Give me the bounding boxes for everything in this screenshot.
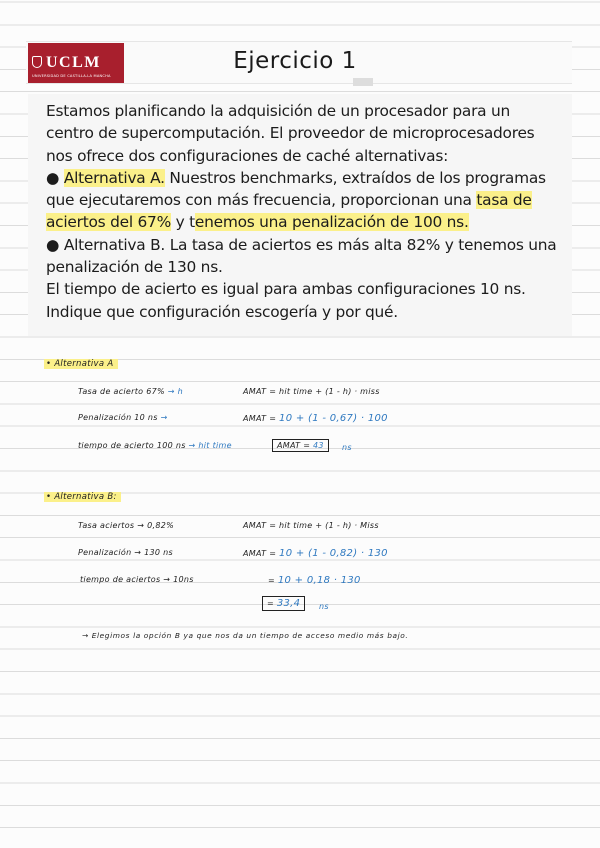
alt-a-amat-sub: AMAT = 10 + (1 - 0,67) · 100 [243,413,388,424]
highlight: enemos una penalización de 100 ns. [194,213,469,232]
alt-a-hit-rate: Tasa de acierto 67% → h [78,387,183,396]
logo-subtitle: UNIVERSIDAD DE CASTILLA-LA MANCHA [32,74,111,78]
statement-line: nos ofrece dos configuraciones de caché alternativas: [46,146,449,165]
alt-b-penalty: Penalización → 130 ns [78,548,173,557]
alt-a-result-box: AMAT = 43 [272,439,329,452]
statement-line: El tiempo de acierto es igual para ambas configuraciones 10 ns. [46,280,526,299]
statement-line: penalización de 130 ns. [46,258,223,277]
highlight: aciertos del 67% [46,213,171,232]
statement-text [46,100,566,323]
alt-a-penalty: Penalización 10 ns → [78,413,168,422]
alt-b-amat-formula: AMAT = hit time + (1 - h) · Miss [243,521,379,530]
conclusion: → Elegimos la opción B ya que nos da un tiempo de acceso medio más bajo. [82,631,409,640]
alt-b-heading: • Alternativa B: [44,492,121,502]
crest-icon [32,56,42,68]
statement-line: ● Alternativa A. Nuestros benchmarks, extraídos de los programas [46,168,546,187]
statement-line: Indique que configuración escogería y por qué. [46,302,398,321]
highlight: tasa de [476,191,532,210]
highlight: Alternativa A. [63,168,165,187]
alt-b-result-box: = 33,4 [262,596,305,611]
uclm-logo [28,43,124,83]
bullet: ● [46,168,64,187]
alt-b-amat-step: = 10 + 0,18 · 130 [268,575,361,586]
page-title: Ejercicio 1 [233,48,357,74]
alt-a-heading: • Alternativa A [44,359,118,369]
logo-wordmark: UCLM [32,54,122,72]
alt-a-unit: ns [342,443,352,452]
alt-a-hit-time: tiempo de acierto 100 ns → hit time [78,441,232,450]
alt-a-amat-formula: AMAT = hit time + (1 - h) · miss [243,387,380,396]
statement-line: aciertos del 67% y tenemos una penalización de 100 ns. [46,213,469,232]
alt-b-hit-time: tiempo de aciertos → 10ns [80,575,194,584]
alt-b-amat-sub: AMAT = 10 + (1 - 0,82) · 130 [243,548,388,559]
alt-b-unit: ns [319,602,329,611]
alt-b-hit-rate: Tasa aciertos → 0,82% [78,521,174,530]
statement-line: centro de supercomputación. El proveedor de microprocesadores [46,124,535,143]
statement-line: que ejecutaremos con más frecuencia, proporcionan una tasa de [46,191,532,210]
statement-line: ● Alternativa B. La tasa de aciertos es más alta 82% y tenemos una [46,235,557,254]
title-shadow [353,78,373,86]
statement-line: Estamos planificando la adquisición de un procesador para un [46,102,511,120]
